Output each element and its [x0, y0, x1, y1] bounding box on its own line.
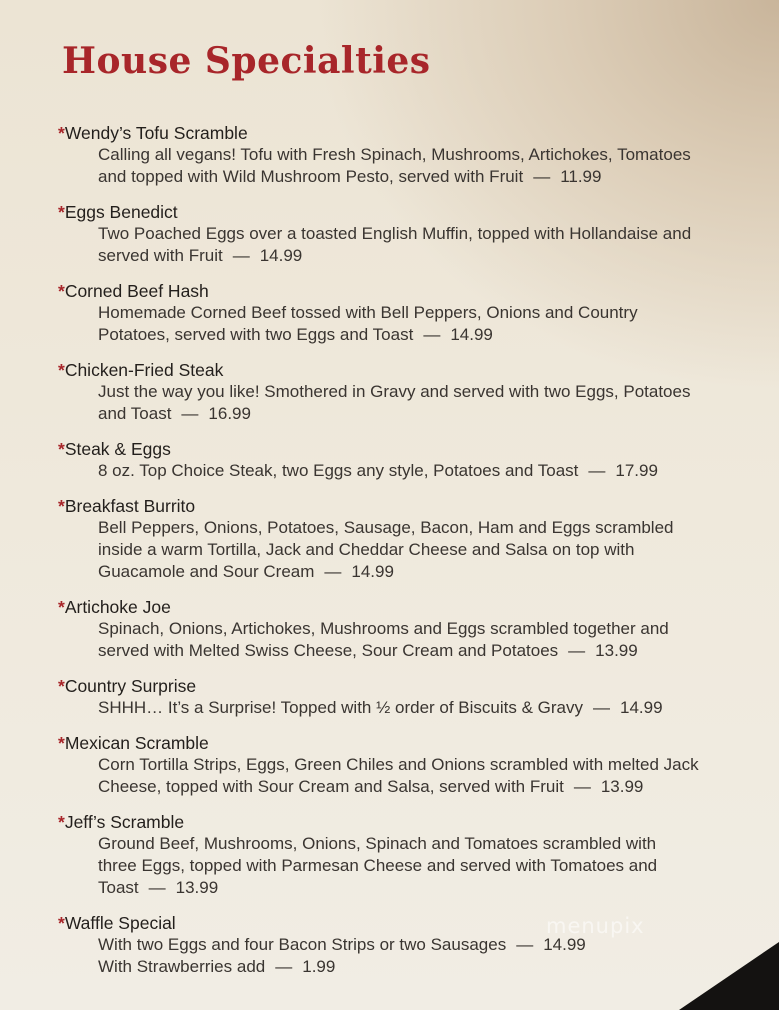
asterisk-marker: *: [58, 733, 65, 753]
menu-item: [58, 732, 738, 798]
description-text: Cheese, topped with Sour Cream and Salsa, served with Fruit: [98, 777, 564, 796]
asterisk-marker: *: [58, 597, 65, 617]
menu-item-title: Country Surprise: [64, 676, 197, 696]
price-dash: —: [573, 777, 591, 796]
menu-item-description: [98, 618, 738, 640]
menu-item: [58, 201, 738, 267]
menu-item-description: [98, 539, 738, 561]
menu-item: [58, 438, 738, 482]
price-dash: —: [593, 698, 611, 717]
menu-item-title: Waffle Special: [64, 913, 176, 933]
menu-item-name: [58, 438, 738, 460]
menu-item-description: [98, 697, 738, 719]
description-text: Guacamole and Sour Cream: [98, 562, 315, 581]
asterisk-marker: *: [58, 913, 65, 933]
menu-list: [58, 122, 738, 991]
asterisk-marker: *: [58, 281, 65, 301]
description-text: and topped with Wild Mushroom Pesto, served with Fruit: [98, 167, 524, 186]
corner-decoration: [679, 942, 779, 1010]
description-text: Homemade Corned Beef tossed with Bell Peppers, Onions and Country: [98, 303, 638, 322]
asterisk-marker: *: [58, 123, 65, 143]
menu-item-price: 14.99: [450, 325, 493, 344]
asterisk-marker: *: [58, 360, 65, 380]
description-text: Just the way you like! Smothered in Gravy and served with two Eggs, Potatoes: [98, 382, 691, 401]
menu-item-name: [58, 675, 738, 697]
menu-item-description: [98, 223, 738, 245]
price-dash: —: [148, 878, 166, 897]
menu-item-name: [58, 122, 738, 144]
description-text: 8 oz. Top Choice Steak, two Eggs any style, Potatoes and Toast: [98, 461, 579, 480]
menu-item-name: [58, 495, 738, 517]
price-dash: —: [232, 246, 250, 265]
description-text: served with Fruit: [98, 246, 223, 265]
asterisk-marker: *: [58, 676, 65, 696]
description-text: three Eggs, topped with Parmesan Cheese and served with Tomatoes and: [98, 856, 658, 875]
description-text: Potatoes, served with two Eggs and Toast: [98, 325, 414, 344]
price-dash: —: [568, 641, 586, 660]
menu-item-description: [98, 517, 738, 539]
menu-item-title: Wendy’s Tofu Scramble: [64, 123, 248, 143]
menu-item-description: [98, 833, 738, 855]
description-text: Bell Peppers, Onions, Potatoes, Sausage, Bacon, Ham and Eggs scrambled: [98, 518, 674, 537]
menu-item-price: 13.99: [600, 777, 644, 796]
menu-item-description: [98, 144, 738, 166]
menu-item-price: 16.99: [208, 404, 251, 423]
menu-item-description: [98, 302, 738, 324]
menu-item-description: [98, 877, 738, 899]
menu-item-title: Mexican Scramble: [64, 733, 209, 753]
description-text: Two Poached Eggs over a toasted English Muffin, topped with Hollandaise and: [98, 224, 692, 243]
menu-item-description: [98, 561, 738, 583]
menu-item-name: [58, 732, 738, 754]
asterisk-marker: *: [58, 812, 65, 832]
asterisk-marker: *: [58, 202, 65, 222]
description-text: Toast: [98, 878, 139, 897]
description-text: served with Melted Swiss Cheese, Sour Cream and Potatoes: [98, 641, 559, 660]
watermark: menupix: [546, 914, 645, 938]
asterisk-marker: *: [58, 439, 65, 459]
menu-item-description: [98, 381, 738, 403]
menu-item-price: 14.99: [620, 698, 663, 717]
menu-item-description: [98, 855, 738, 877]
menu-item-description: [98, 776, 738, 798]
addon-label: With Strawberries add: [98, 957, 266, 976]
addon-price: 1.99: [302, 957, 336, 976]
menu-item-price: 17.99: [615, 461, 658, 480]
description-text: SHHH… It’s a Surprise! Topped with ½ order of Biscuits & Gravy: [98, 698, 584, 717]
menu-item: [58, 359, 738, 425]
menu-item-price: 14.99: [543, 935, 586, 954]
menu-item-name: [58, 811, 738, 833]
menu-item-title: Chicken-Fried Steak: [64, 360, 224, 380]
menu-item-title: Steak & Eggs: [64, 439, 171, 459]
menu-item-price: 14.99: [259, 246, 303, 265]
menu-item: [58, 122, 738, 188]
description-text: Calling all vegans! Tofu with Fresh Spinach, Mushrooms, Artichokes, Tomatoes: [98, 145, 691, 164]
description-text: and Toast: [98, 404, 172, 423]
menu-item-title: Eggs Benedict: [64, 202, 178, 222]
price-dash: —: [588, 461, 606, 480]
description-text: Corn Tortilla Strips, Eggs, Green Chiles and Onions scrambled with melted Jack: [98, 755, 699, 774]
menu-item-name: [58, 596, 738, 618]
description-text: With two Eggs and four Bacon Strips or two Sausages: [98, 935, 507, 954]
menu-item-description: [98, 324, 738, 346]
menu-item-description: [98, 754, 738, 776]
menu-item-price: 13.99: [175, 878, 219, 897]
menu-item-description: [98, 460, 738, 482]
price-dash: —: [324, 562, 342, 581]
price-dash: —: [423, 325, 441, 344]
menu-item: [58, 596, 738, 662]
asterisk-marker: *: [58, 496, 65, 516]
price-dash: —: [516, 935, 534, 954]
menu-item-title: Jeff’s Scramble: [64, 812, 185, 832]
menu-item: [58, 495, 738, 583]
menu-item: [58, 675, 738, 719]
menu-item-title: Corned Beef Hash: [64, 281, 209, 301]
menu-item: [58, 280, 738, 346]
menu-item-name: [58, 359, 738, 381]
menu-item-name: [58, 201, 738, 223]
menu-item-description: [98, 403, 738, 425]
description-text: inside a warm Tortilla, Jack and Cheddar Cheese and Salsa on top with: [98, 540, 635, 559]
menu-item-price: 11.99: [560, 167, 602, 186]
menu-item-addon: [98, 956, 738, 978]
menu-item: [58, 811, 738, 899]
price-dash: —: [533, 167, 551, 186]
price-dash: —: [275, 957, 293, 976]
menu-item-name: [58, 280, 738, 302]
description-text: Spinach, Onions, Artichokes, Mushrooms and Eggs scrambled together and: [98, 619, 669, 638]
menu-item-title: Artichoke Joe: [64, 597, 171, 617]
menu-item-title: Breakfast Burrito: [64, 496, 196, 516]
page-title: House Specialties: [62, 40, 431, 82]
menu-item-price: 13.99: [595, 641, 638, 660]
menu-item-description: [98, 166, 738, 188]
description-text: Ground Beef, Mushrooms, Onions, Spinach and Tomatoes scrambled with: [98, 834, 657, 853]
menu-item-description: [98, 640, 738, 662]
menu-item-price: 14.99: [351, 562, 394, 581]
menu-item-description: [98, 245, 738, 267]
price-dash: —: [181, 404, 199, 423]
